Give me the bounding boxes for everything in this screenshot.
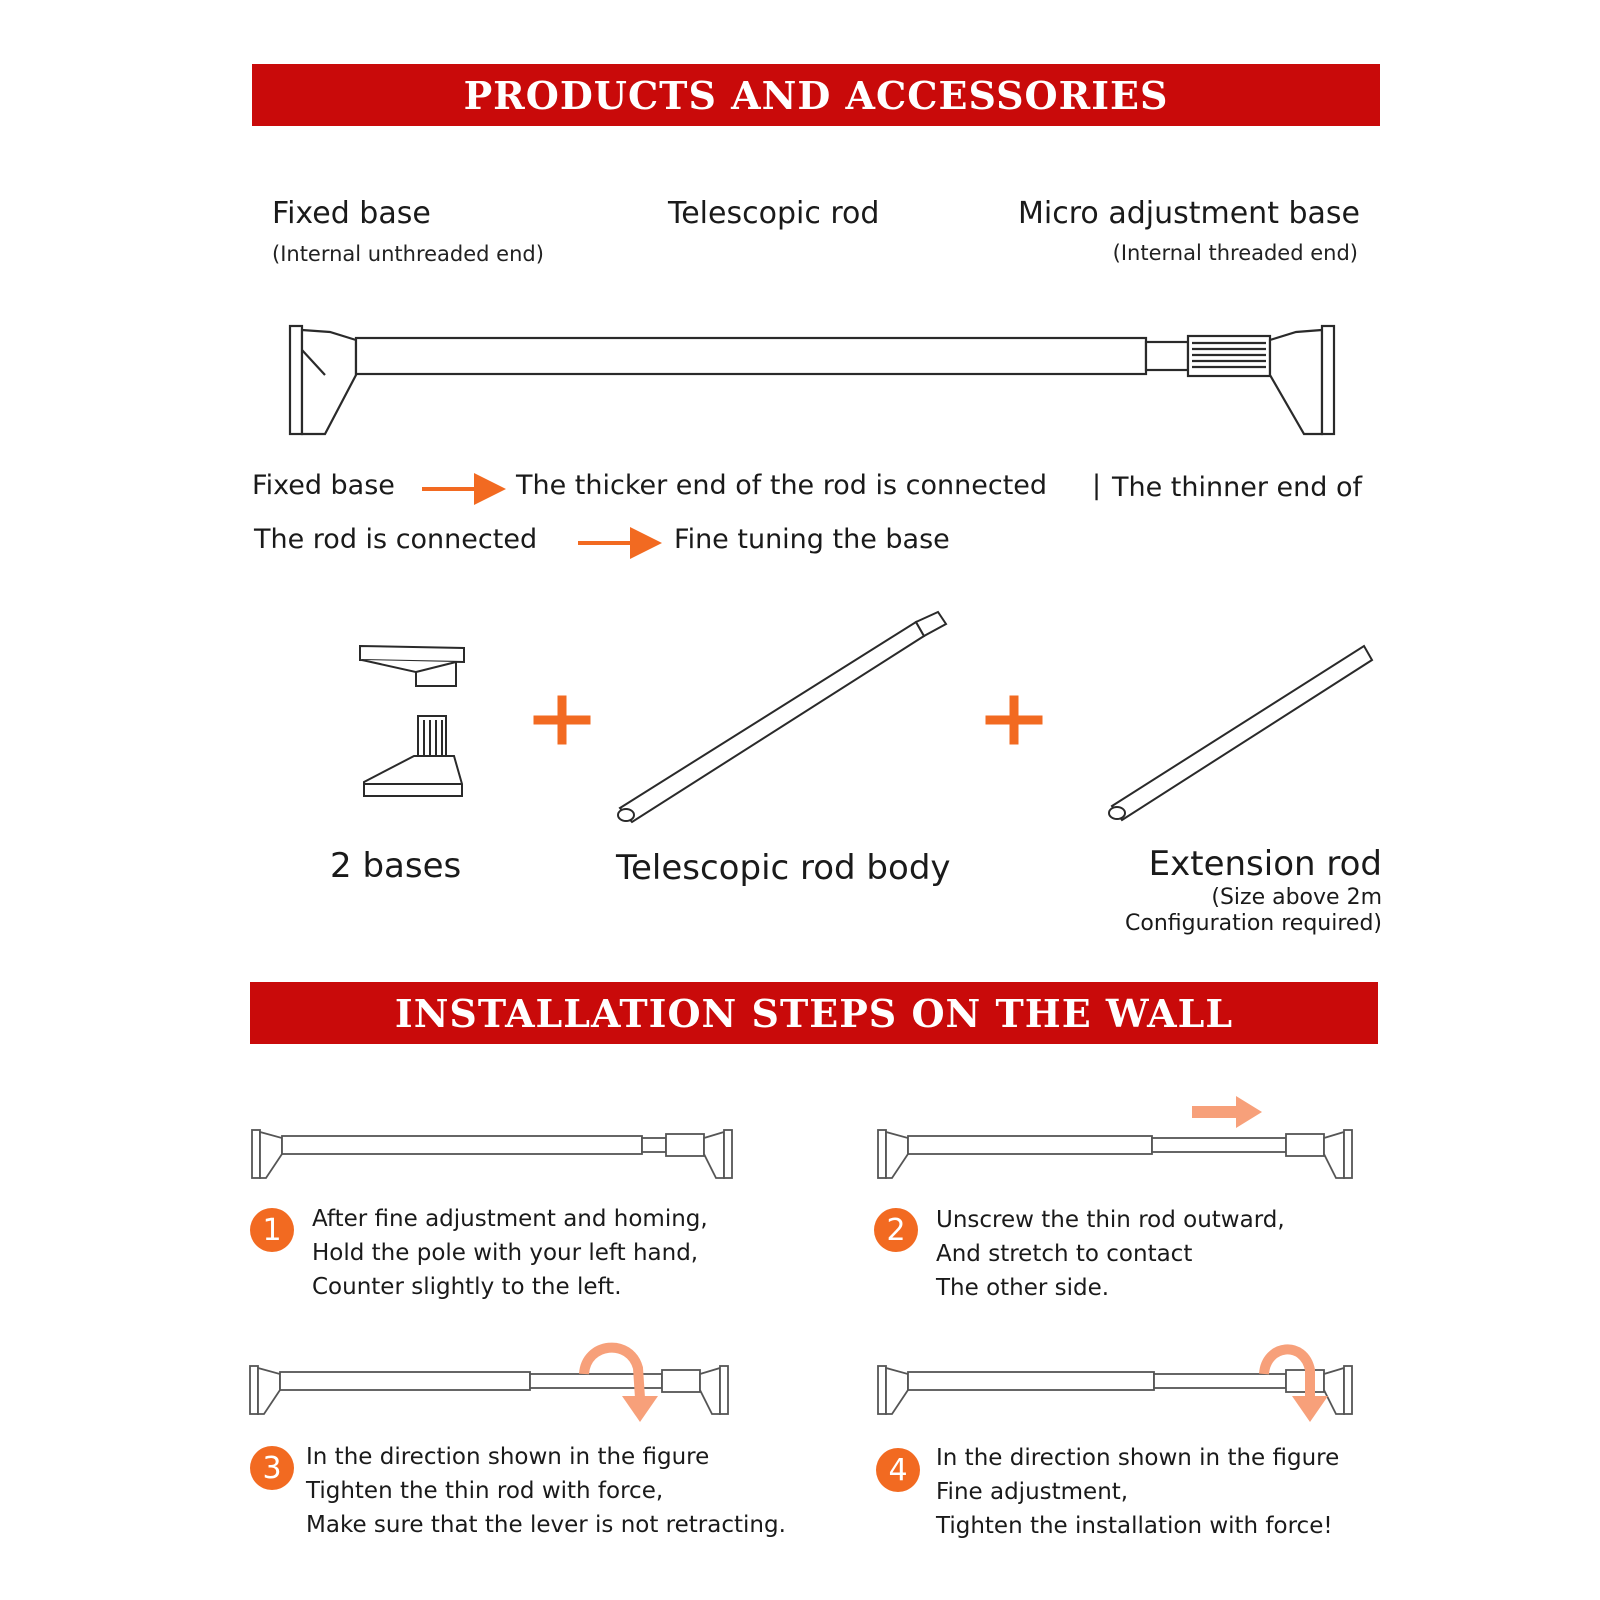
step1-rod [252,1130,732,1178]
extension-note-1: (Size above 2m [1211,885,1382,910]
step3-rotate-arrow-icon [584,1348,640,1398]
step2-text [936,1203,1285,1305]
step2-number-badge: 2 [874,1208,918,1252]
step4-text [936,1441,1339,1543]
step3-line3: Make sure that the lever is not retracting. [306,1512,786,1538]
flow1-separator: | [1092,470,1102,501]
step3-line1: In the direction shown in the figure [306,1444,710,1470]
micro-base-label: Micro adjustment base [1018,196,1360,231]
step3-text [306,1440,786,1542]
step4-rod [878,1366,1352,1414]
fixed-base-drawing [290,326,356,434]
step3-arrowhead [622,1396,658,1422]
step4-number-badge: 4 [876,1448,920,1492]
thick-rod-section [356,338,1146,374]
micro-base-sublabel: (Internal threaded end) [1112,241,1358,265]
flow1-end: The thinner end of [1112,472,1362,503]
micro-base-drawing [1270,326,1334,434]
telescopic-rod-label: Telescopic rod [668,196,880,231]
step4-line2: Fine adjustment, [936,1479,1129,1505]
fixed-base-label: Fixed base [272,196,431,231]
step1-line2: Hold the pole with your left hand, [312,1240,699,1266]
extension-rod-drawing [1109,646,1372,820]
thin-rod-section [1146,342,1188,370]
flow1-middle: The thicker end of the rod is connected [516,470,1048,501]
step3-rod [250,1366,728,1414]
step2-line1: Unscrew the thin rod outward, [936,1207,1285,1233]
step3-line2: Tighten the thin rod with force, [306,1478,664,1504]
step1-line3: Counter slightly to the left. [312,1274,622,1300]
fixed-base-sublabel: (Internal unthreaded end) [272,242,544,266]
products-title: PRODUCTS AND ACCESSORIES [463,72,1169,118]
main-rod-drawing [290,326,1334,434]
extension-rod-label: Extension rod [1148,844,1382,884]
step4-line1: In the direction shown in the figure [936,1445,1340,1471]
step4-line3: Tighten the installation with force! [936,1513,1333,1539]
installation-title: INSTALLATION STEPS ON THE WALL [394,990,1234,1036]
step2-line3: The other side. [936,1275,1110,1301]
flow2-start: The rod is connected [254,524,538,555]
step2-line2: And stretch to contact [936,1241,1193,1267]
extension-note-2: Configuration required) [1125,911,1382,936]
rod-body-drawing [618,612,946,822]
plus-icon-2 [990,700,1038,740]
thread-section [1188,336,1270,376]
flow1-start: Fixed base [252,470,395,501]
installation-banner [250,982,1378,1044]
step4-arrowhead [1292,1396,1328,1422]
plus-icon-1 [538,700,586,740]
step1-number-badge: 1 [250,1208,294,1252]
step1-text [312,1202,708,1304]
bases-label: 2 bases [330,846,462,886]
step2-rod [878,1130,1352,1178]
flow2-end: Fine tuning the base [674,524,950,555]
step1-line1: After fine adjustment and homing, [312,1206,708,1232]
step2-arrow-icon [1192,1096,1262,1128]
rod-body-label: Telescopic rod body [616,848,951,888]
bases-drawing [360,646,464,796]
step3-number-badge: 3 [250,1446,294,1490]
